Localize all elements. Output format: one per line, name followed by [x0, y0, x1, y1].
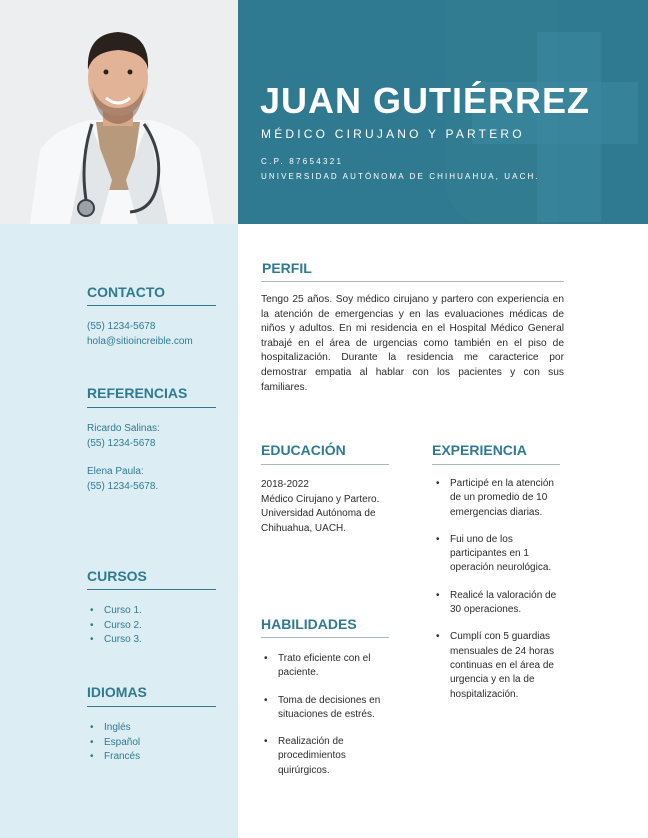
list-item: • Trato eficiente con el paciente.	[260, 652, 390, 681]
list-item: • Cumplí con 5 guardias mensuales de 24 horas continuas en el área de urgencia y en la de hospitalización.	[432, 630, 562, 701]
contact-heading: CONTACTO	[87, 284, 166, 300]
list-item: • Curso 2.	[87, 619, 142, 634]
job-title: MÉDICO CIRUJANO Y PARTERO	[261, 127, 525, 141]
references-heading: REFERENCIAS	[87, 385, 188, 401]
contact-email: hola@sitioincreible.com	[87, 336, 193, 347]
profile-heading: PERFIL	[262, 260, 312, 276]
profile-text: Tengo 25 años. Soy médico cirujano y partero con experiencia en la atención de emergencias y en las evaluaciones médicas de niños y adultos. En mi residencia en el Hospital Médico General trabajé en el área de urgencias como también en el piso de hospitalización. Durante la residencia me caracterice por demostrar empatia al hablar con los pacientes y con sus familiares.	[261, 294, 564, 393]
reference-name: Ricardo Salinas:	[87, 423, 160, 434]
contact-phone: (55) 1234-5678	[87, 321, 156, 332]
courses-divider	[87, 589, 216, 590]
references-divider	[87, 407, 216, 408]
reference-phone: (55) 1234-5678.	[87, 481, 159, 492]
license-number: C.P. 87654321	[261, 157, 344, 166]
profile-divider	[261, 281, 564, 282]
languages-divider	[87, 706, 216, 707]
education-divider	[261, 464, 389, 465]
list-item: • Realización de procedimientos quirúrgicos.	[260, 735, 390, 778]
doctor-portrait-image	[0, 0, 238, 224]
experience-divider	[432, 464, 560, 465]
education-heading: EDUCACIÓN	[261, 442, 346, 458]
languages-list	[87, 721, 140, 765]
experience-list	[432, 477, 562, 702]
reference-name: Elena Paula:	[87, 466, 144, 477]
profile-photo	[0, 0, 238, 224]
experience-heading: EXPERIENCIA	[432, 442, 527, 458]
courses-list	[87, 604, 142, 648]
list-item: • Español	[87, 736, 140, 751]
education-school: Universidad Autónoma de Chihuahua, UACH.	[261, 508, 376, 534]
reference-phone: (55) 1234-5678	[87, 438, 156, 449]
list-item: • Curso 1.	[87, 604, 142, 619]
education-years: 2018-2022	[261, 479, 309, 490]
education-degree: Médico Cirujano y Partero.	[261, 493, 380, 505]
languages-heading: IDIOMAS	[87, 684, 147, 700]
list-item: • Realicé la valoración de 30 operaciones.	[432, 589, 562, 618]
skills-divider	[261, 637, 389, 638]
list-item: • Curso 3.	[87, 633, 142, 648]
list-item: • Toma de decisiones en situaciones de estrés.	[260, 694, 390, 723]
courses-heading: CURSOS	[87, 568, 147, 584]
person-name: JUAN GUTIÉRREZ	[260, 80, 591, 121]
list-item: • Participé en la atención de un promedio de 10 emergencias diarias.	[432, 477, 562, 520]
university-name: UNIVERSIDAD AUTÓNOMA DE CHIHUAHUA, UACH.	[261, 172, 540, 181]
education-entry	[261, 478, 389, 536]
skills-list	[260, 652, 390, 778]
list-item: • Inglés	[87, 721, 140, 736]
list-item: • Francés	[87, 750, 140, 765]
list-item: • Fui uno de los participantes en 1 operación neurológica.	[432, 533, 562, 576]
contact-divider	[87, 305, 216, 306]
skills-heading: HABILIDADES	[261, 616, 357, 632]
